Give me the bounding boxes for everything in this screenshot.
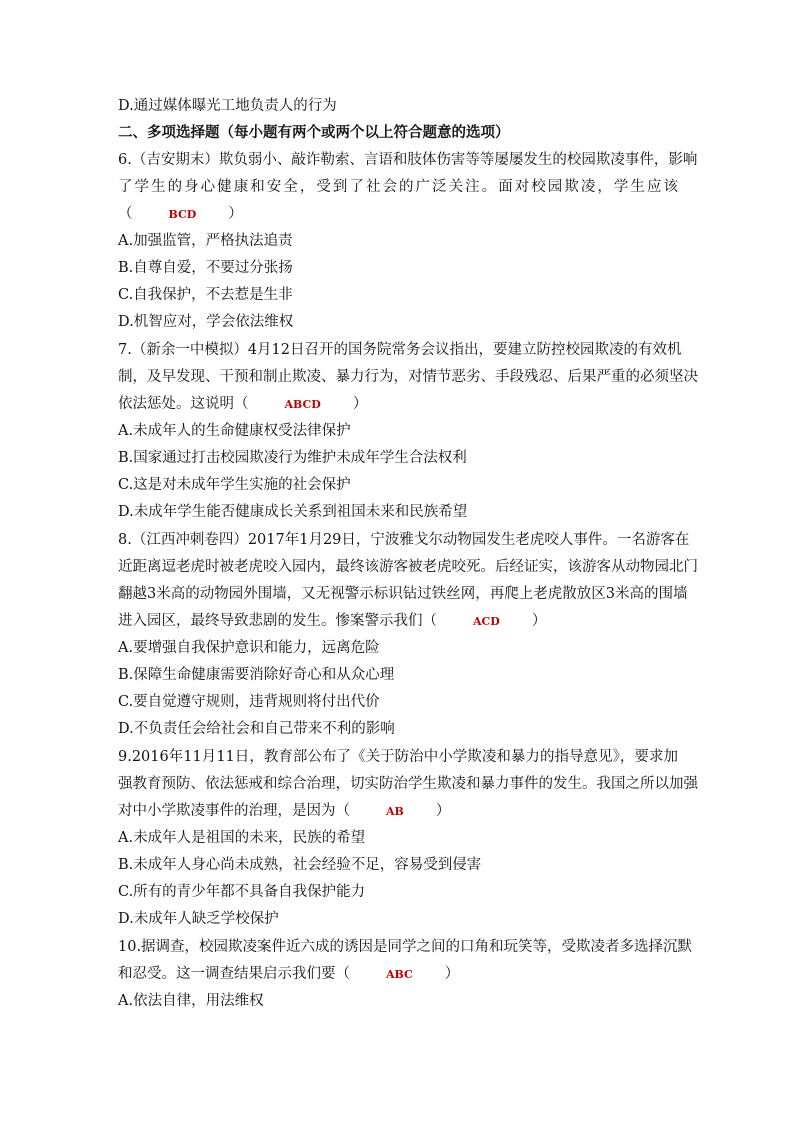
option-text: B.国家通过打击校园欺凌行为维护未成年学生合法权利 xyxy=(118,450,467,466)
question-7-text: 依法惩处。这说明（ xyxy=(118,396,249,412)
paren-close: ） xyxy=(352,396,368,412)
option-text: D.未成年人缺乏学校保护 xyxy=(118,911,279,927)
paren-close: ） xyxy=(228,206,243,222)
answer-key: AB xyxy=(386,805,404,818)
option-text: B.自尊自爱，不要过分张扬 xyxy=(118,260,293,276)
option-text: C.要自觉遵守规则，违背规则将付出代价 xyxy=(118,694,380,710)
paren-close: ） xyxy=(531,613,547,629)
question-9-text: 9.2016年11月11日，教育部公布了《关于防治中小学欺凌和暴力的指导意见》，要求加 xyxy=(118,749,678,765)
paren-open: （ xyxy=(118,206,133,222)
question-10-text: 和忍受。这一调查结果启示我们要（ xyxy=(118,966,350,982)
question-9-answer-line xyxy=(118,801,678,822)
option-text: D.未成年学生能否健康成长关系到祖国未来和民族希望 xyxy=(118,504,468,520)
question-9-text: 强教育预防、依法惩戒和综合治理，切实防治学生欺凌和暴力事件的发生。我国之所以加强 xyxy=(118,776,698,792)
answer-key: ACD xyxy=(473,615,500,628)
option-text: A.依法自律，用法维权 xyxy=(118,993,264,1009)
option-text: A.未成年人的生命健康权受法律保护 xyxy=(118,423,351,439)
question-8-text: 翻越3米高的动物园外围墙，又无视警示标识钻过铁丝网，再爬上老虎散放区3米高的围墙 xyxy=(118,586,688,602)
question-8-answer-line xyxy=(118,611,678,632)
question-7-text: 7.（新余一中模拟）4月12日召开的国务院常务会议指出，要建立防控校园欺凌的有效机 xyxy=(118,342,682,358)
question-7-answer-line xyxy=(118,394,678,415)
option-text: D.机智应对，学会依法维权 xyxy=(118,314,294,330)
question-10-answer-line xyxy=(118,964,678,985)
option-text: A.加强监管，严格执法追责 xyxy=(118,233,293,249)
option-text: D.通过媒体曝光工地负责人的行为 xyxy=(118,98,337,114)
question-8-text: 近距离逗老虎时被老虎咬入园内，最终该游客被老虎咬死。后经证实，该游客从动物园北门 xyxy=(118,559,698,575)
option-text: C.所有的青少年都不具备自我保护能力 xyxy=(118,884,366,900)
option-text: A.未成年人是祖国的未来，民族的希望 xyxy=(118,830,366,846)
answer-key: BCD xyxy=(168,208,197,221)
answer-key: ABC xyxy=(386,968,413,981)
option-text: A.要增强自我保护意识和能力，远离危险 xyxy=(118,640,380,656)
option-text: D.不负责任会给社会和自己带来不利的影响 xyxy=(118,721,395,737)
paren-close: ） xyxy=(444,966,460,982)
option-text: B.保障生命健康需要消除好奇心和从众心理 xyxy=(118,667,395,683)
question-9-text: 对中小学欺凌事件的治理，是因为（ xyxy=(118,803,350,819)
section-heading: 二、多项选择题（每小题有两个或两个以上符合题意的选项） xyxy=(118,124,510,141)
question-10-text: 10.据调查，校园欺凌案件近六成的诱因是同学之间的口角和玩笑等，受欺凌者多选择沉默 xyxy=(118,939,693,955)
paren-close: ） xyxy=(435,803,451,819)
question-6-text: 6.（吉安期末）欺负弱小、敲诈勒索、言语和肢体伤害等等屡屡发生的校园欺凌事件，影响 xyxy=(118,152,698,168)
question-6-text: 了学生的身心健康和安全，受到了社会的广泛关注。面对校园欺凌，学生应该 xyxy=(118,179,678,195)
question-7-text: 制，及早发现、干预和制止欺凌、暴力行为，对情节恶劣、手段残忍、后果严重的必须坚决 xyxy=(118,369,698,385)
option-text: C.自我保护，不去惹是生非 xyxy=(118,287,293,303)
question-8-text: 进入园区，最终导致悲剧的发生。惨案警示我们（ xyxy=(118,613,437,629)
question-6-answer-line xyxy=(118,204,678,225)
option-text: C.这是对未成年学生实施的社会保护 xyxy=(118,477,351,493)
option-text: B.未成年人身心尚未成熟，社会经验不足，容易受到侵害 xyxy=(118,857,482,873)
answer-key: ABCD xyxy=(284,398,321,411)
question-8-text: 8.（江西冲刺卷四）2017年1月29日，宁波雅戈尔动物园发生老虎咬人事件。一名游客在 xyxy=(118,532,690,548)
